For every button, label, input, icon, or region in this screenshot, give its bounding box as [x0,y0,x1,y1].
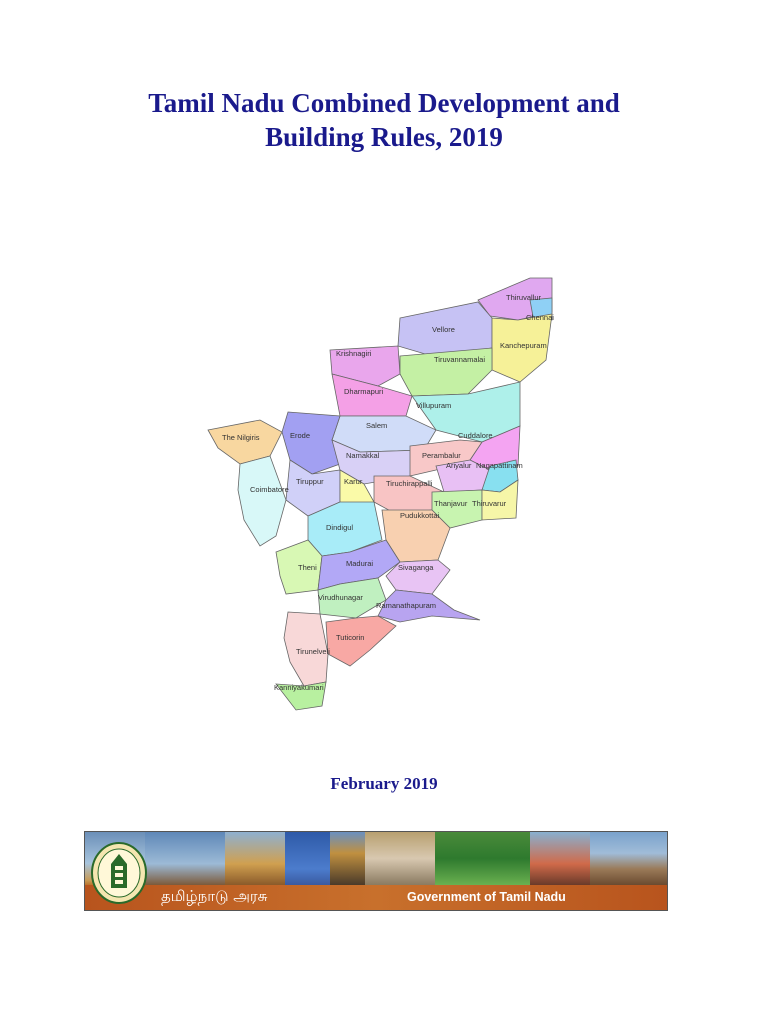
district-label: Tirunelveli [296,647,330,656]
banner-photo-elephant [365,832,435,885]
district-label: Villupuram [416,401,452,410]
district-label: Thanjavur [434,499,468,508]
district-label: Chennai [526,313,554,322]
district-label: Namakkal [346,451,380,460]
district-label: Coimbatore [250,485,289,494]
banner-photo-dancer [530,832,590,885]
banner-english-text: Government of Tamil Nadu [407,890,566,904]
banner-photo-gopuram [590,832,667,885]
district-label: Pudukkottai [400,511,440,520]
document-title [0,86,768,154]
banner-photo-temple [225,832,285,885]
title-line-1: Tamil Nadu Combined Development and [148,88,620,118]
district-label: Tiruvannamalai [434,355,485,364]
district-label: Karur [344,477,363,486]
district-label: Tuticorin [336,633,365,642]
banner-tamil-text: தமிழ்நாடு அரசு [161,887,268,905]
district-label: Ariyalur [446,461,472,470]
district-label: Thiruvarur [472,499,507,508]
district-label: Tiruchirappalli [386,479,433,488]
district-label: Theni [298,563,317,572]
banner-photo-fields [435,832,530,885]
banner-photo-statue [330,832,365,885]
district-label: Salem [366,421,388,430]
district-label: Kanniyakumari [274,683,324,692]
district-label: Tiruppur [296,477,324,486]
district-label: The Nilgiris [222,433,260,442]
district-label: Sivaganga [398,563,434,572]
district-label: Vellore [432,325,455,334]
banner-photo-building [285,832,330,885]
district-label: Dindigul [326,523,354,532]
district-label: Kanchepuram [500,341,547,350]
district-label: Nagapattinam [476,461,523,470]
district-label: Virudhunagar [318,593,363,602]
district-shape [238,456,286,546]
district-label: Cuddalore [458,431,493,440]
banner-photo-sky [145,832,225,885]
title-line-2: Building Rules, 2019 [265,122,503,152]
district-label: Ramanathapuram [376,601,437,610]
district-label: Dharmapuri [344,387,384,396]
government-banner [84,831,668,911]
publication-date: February 2019 [330,774,438,793]
district-label: Perambalur [422,451,461,460]
district-label: Madurai [346,559,374,568]
tamil-nadu-district-map [200,270,554,715]
district-label: Krishnagiri [336,349,372,358]
district-label: Thiruvallur [506,293,542,302]
tamil-nadu-emblem-icon [91,842,147,904]
district-label: Erode [290,431,311,440]
